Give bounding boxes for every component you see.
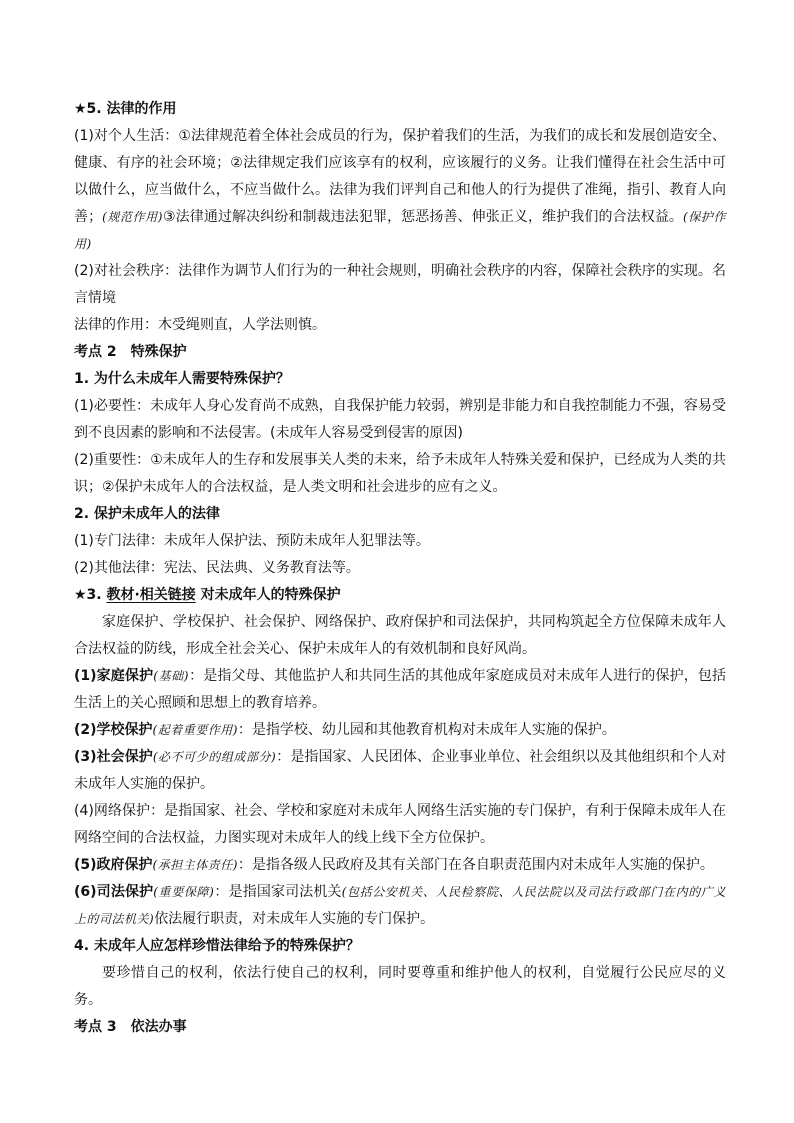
item-network-protection: (4)网络保护：是指国家、社会、学校和家庭对未成年人网络生活实施的专门保护，有利于保障未成年人在网络空间的合法权益，力图实现对未成年人的线上线下全方位保护。 bbox=[74, 803, 726, 846]
item-label: (2)学校保护 bbox=[74, 722, 153, 738]
item-school-protection bbox=[74, 717, 726, 744]
handwritten-note: (起着重要作用) bbox=[152, 723, 238, 737]
item-family-protection bbox=[74, 663, 726, 717]
item-judicial-protection bbox=[74, 879, 726, 933]
paragraph-importance: (2)重要性：①未成年人的生存和发展事关人类的未来，给予未成年人特殊关爱和保护，已经成为人类的共识；②保护未成年人的合法权益，是人类文明和社会进步的应有之义。 bbox=[74, 452, 726, 495]
item-text: ：是指国家司法机关 bbox=[214, 884, 342, 900]
item-label: (5)政府保护 bbox=[74, 857, 153, 873]
item-text: ：是指学校、幼儿园和其他教育机构对未成年人实施的保护。 bbox=[237, 722, 616, 738]
item-text: ：是指父母、其他监护人和共同生活的其他成年家庭成员对未成年人进行的保护，包括生活上的关心照顾和思想上的教育培养。 bbox=[74, 668, 726, 711]
item-text: ：是指各级人民政府及其有关部门在各自职责范围内对未成年人实施的保护。 bbox=[237, 857, 714, 873]
paragraph-personal-life bbox=[74, 123, 726, 258]
exam-point-3-heading bbox=[74, 1014, 726, 1041]
paragraph-protection-intro: 家庭保护、学校保护、社会保护、网络保护、政府保护和司法保护，共同构筑起全方位保障未成年人合法权益的防线，形成全社会关心、保护未成年人的有效机制和良好风尚。 bbox=[74, 614, 726, 657]
exam-point-2-heading bbox=[74, 339, 726, 366]
handwritten-note: (承担主体责任) bbox=[152, 858, 238, 872]
document-content bbox=[74, 96, 726, 1041]
exam-point-title: 依法办事 bbox=[130, 1019, 187, 1035]
question-2: 2. 保护未成年人的法律 bbox=[74, 506, 220, 522]
handwritten-note: (包括公安机关、人民检察院、人民法院以及司法行政部门在内的广义上的司法机关) bbox=[74, 885, 727, 926]
item-text: ：是指国家、人民团体、企业事业单位、社会组织以及其他组织和个人对未成年人实施的保护。 bbox=[74, 749, 726, 792]
handwritten-note: (保护作用) bbox=[74, 210, 726, 251]
exam-point-title: 特殊保护 bbox=[130, 344, 187, 360]
paragraph-other-law: (2)其他法律：宪法、民法典、义务教育法等。 bbox=[74, 560, 360, 576]
paragraph-cherish-protection: 要珍惜自己的权利，依法行使自己的权利，同时要尊重和维护他人的权利，自觉履行公民应尽的义务。 bbox=[74, 965, 726, 1008]
paragraph-social-order: (2)对社会秩序：法律作为调节人们行为的一种社会规则，明确社会秩序的内容，保障社会秩序的实现。名言情境 bbox=[74, 263, 726, 306]
textbook-link-label: 教材·相关链接 bbox=[106, 587, 196, 603]
exam-point-number: 考点 3 bbox=[74, 1019, 117, 1035]
heading-text: ★5. 法律的作用 bbox=[74, 101, 177, 117]
item-society-protection bbox=[74, 744, 726, 798]
handwritten-note: (规范作用) bbox=[102, 210, 163, 224]
text-segment: (1)对个人生活：①法律规范着全体社会成员的行为，保护着我们的生活，为我们的成长和发展创造安全、健康、有序的社会环境；②法律规定我们应该享有的权利，应该履行的义务。让我们懂得在社会生活中可以做什么，应当做什么，不应当做什么。法律为我们评判自己和他人的行为提供了准绳，指引、教育人向善； bbox=[74, 128, 726, 225]
question-title: 对未成年人的特殊保护 bbox=[195, 587, 341, 603]
question-4: 4. 未成年人应怎样珍惜法律给予的特殊保护？ bbox=[74, 938, 360, 954]
question-number: ★3. bbox=[74, 587, 107, 603]
paragraph-necessity: (1)必要性：未成年人身心发育尚不成熟，自我保护能力较弱，辨别是非能力和自我控制能力不强，容易受到不良因素的影响和不法侵害。(未成年人容易受到侵害的原因) bbox=[74, 398, 726, 441]
paragraph-quote: 法律的作用：木受绳则直，人学法则慎。 bbox=[74, 317, 326, 333]
paragraph-special-law: (1)专门法律：未成年人保护法、预防未成年人犯罪法等。 bbox=[74, 533, 430, 549]
handwritten-note: (基础) bbox=[153, 669, 189, 683]
section-heading-law-function bbox=[74, 96, 726, 123]
question-1: 1. 为什么未成年人需要特殊保护？ bbox=[74, 371, 290, 387]
question-3 bbox=[74, 582, 726, 609]
handwritten-note: (必不可少的组成部分) bbox=[152, 750, 277, 764]
handwritten-note: (重要保障) bbox=[153, 885, 215, 899]
item-label: (6)司法保护 bbox=[74, 884, 154, 900]
item-label: (3)社会保护 bbox=[74, 749, 153, 765]
exam-point-number: 考点 2 bbox=[74, 344, 117, 360]
text-segment: ③法律通过解决纠纷和制裁违法犯罪，惩恶扬善、伸张正义，维护我们的合法权益。 bbox=[162, 209, 684, 225]
item-text: 依法履行职责，对未成年人实施的专门保护。 bbox=[154, 911, 435, 927]
item-label: (1)家庭保护 bbox=[74, 668, 154, 684]
item-government-protection bbox=[74, 852, 726, 879]
